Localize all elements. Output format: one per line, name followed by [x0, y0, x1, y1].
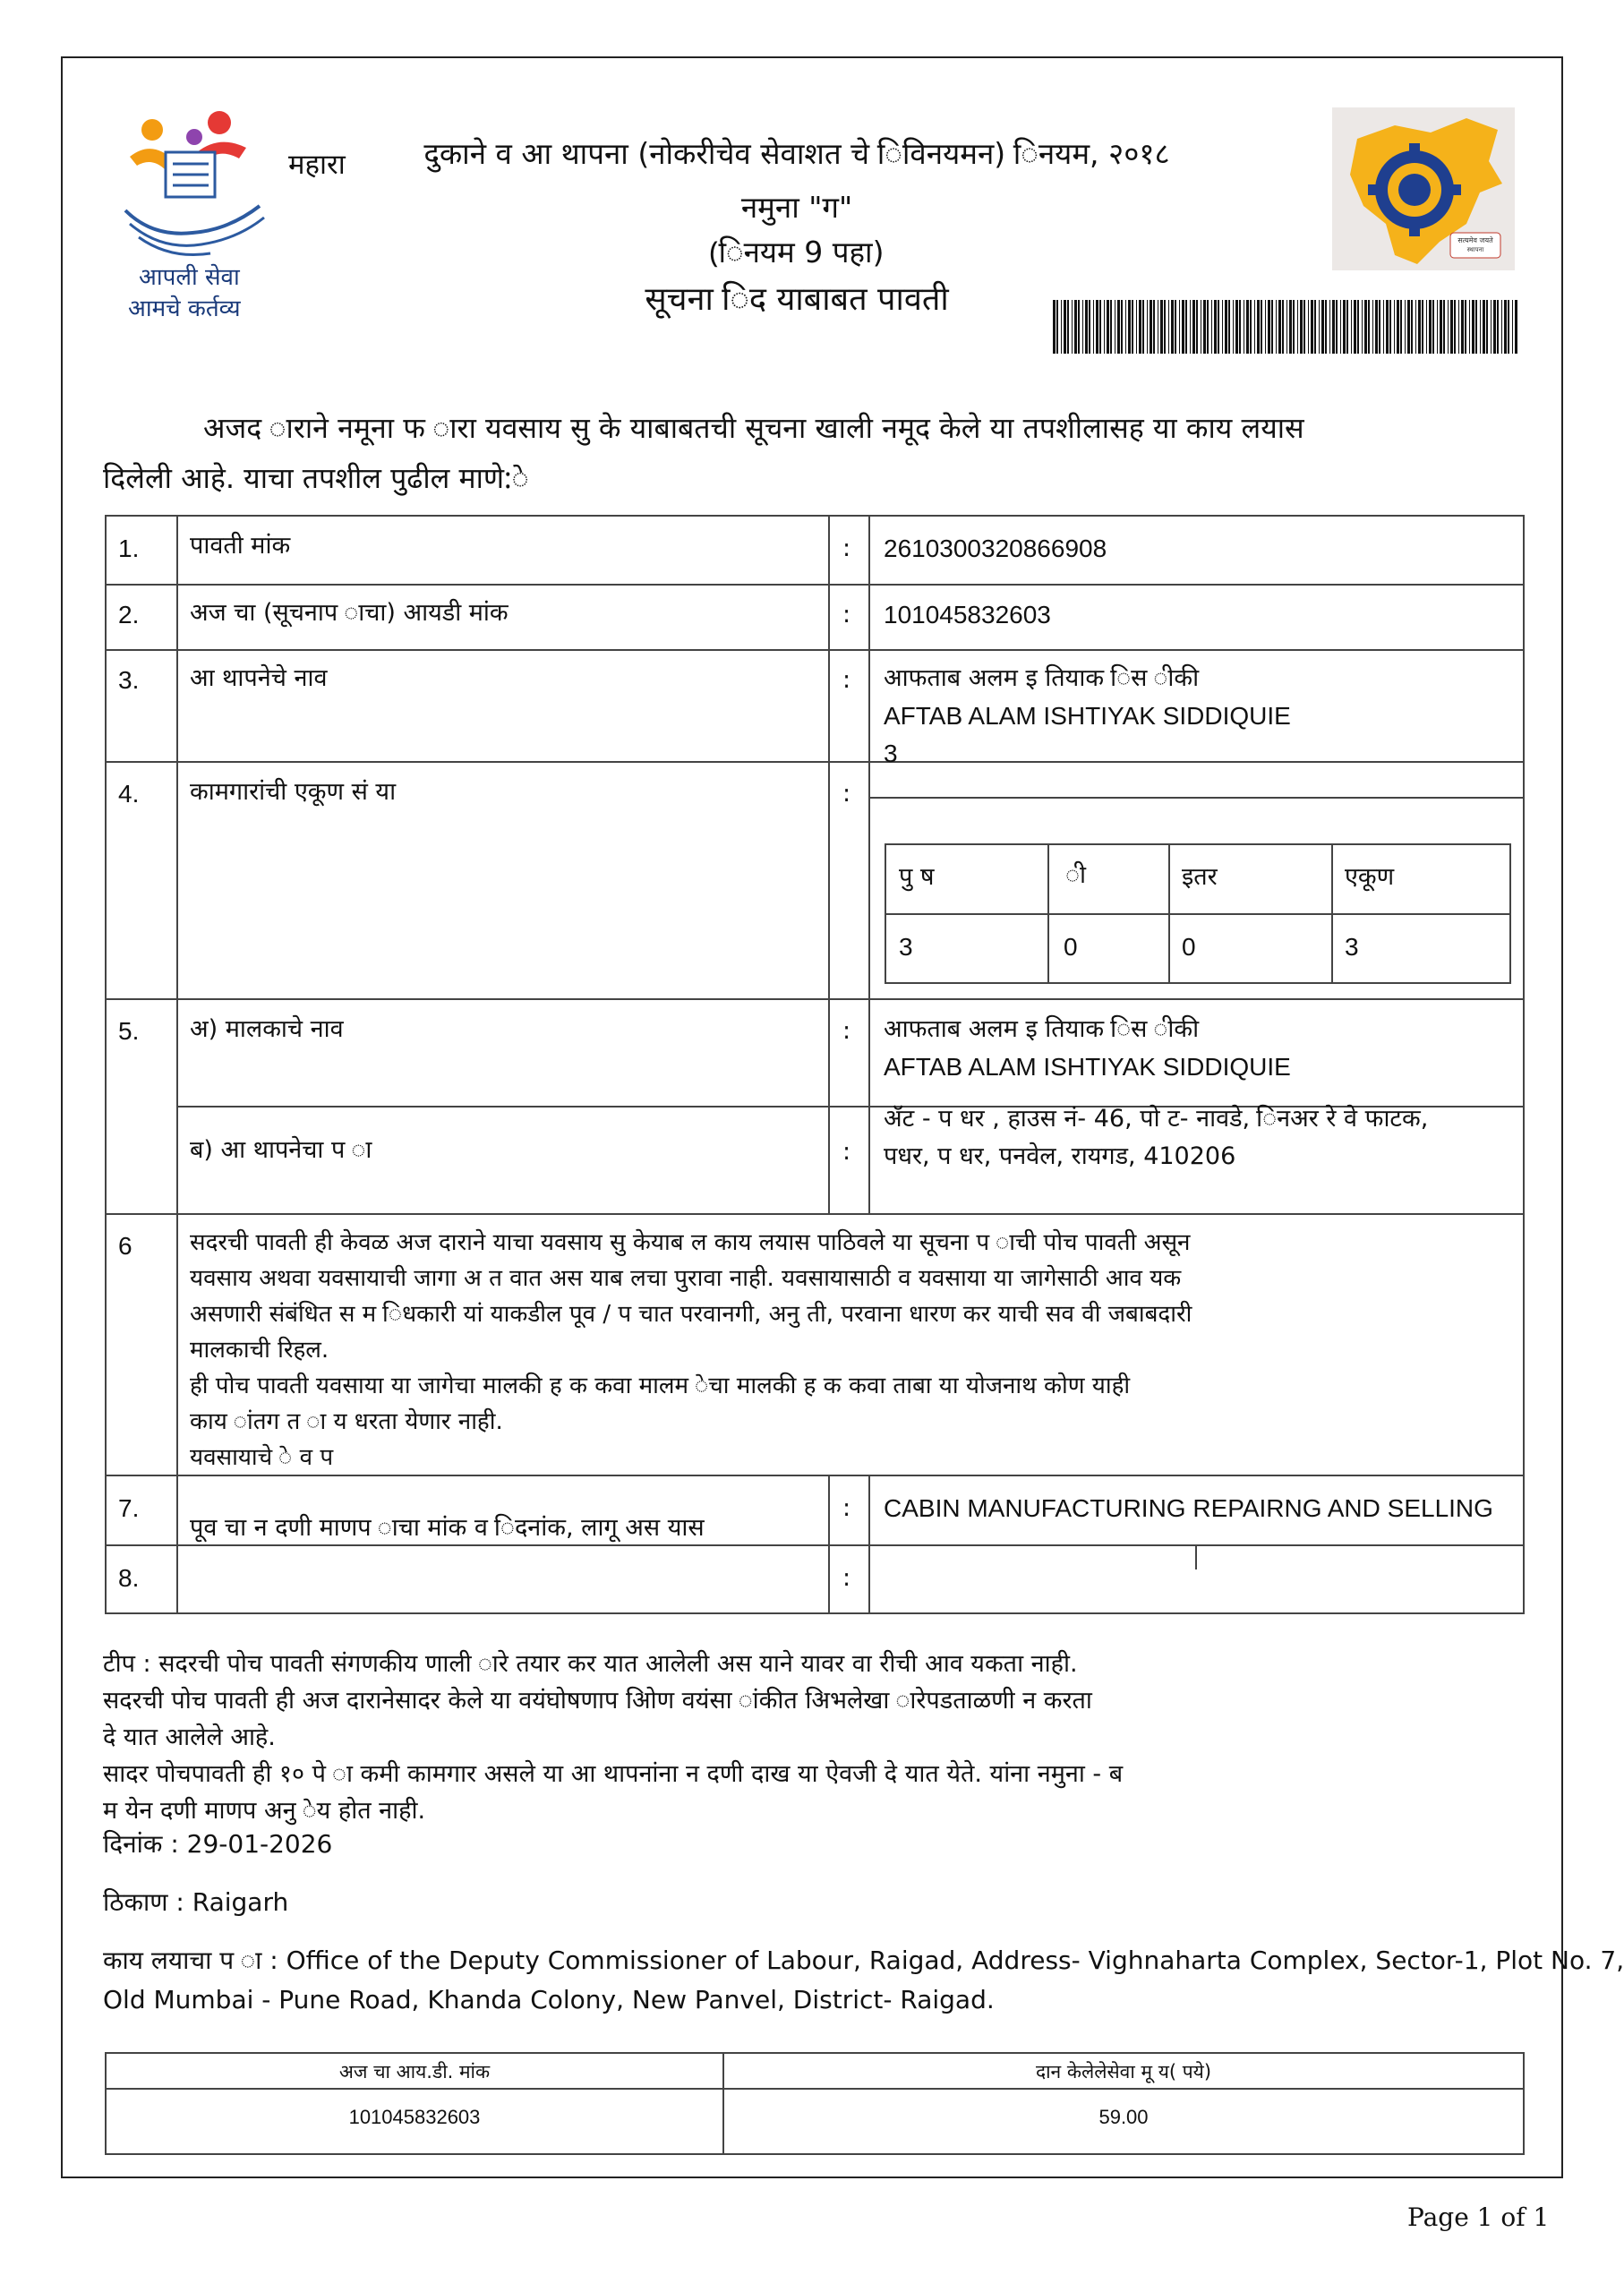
- barcode-bar: [1450, 300, 1453, 354]
- barcode: [1053, 300, 1518, 354]
- barcode-bar: [1443, 300, 1445, 354]
- table-line: [105, 515, 1525, 517]
- owner-name-marathi: आफताब अलम इ तियाक िस ीकी: [884, 1015, 1200, 1043]
- barcode-bar: [1429, 300, 1432, 354]
- barcode-bar: [1278, 300, 1281, 354]
- barcode-bar: [1276, 300, 1277, 354]
- barcode-bar: [1497, 300, 1499, 354]
- barcode-bar: [1147, 300, 1148, 354]
- barcode-bar: [1465, 300, 1466, 354]
- count-total: 3: [1345, 933, 1359, 961]
- barcode-bar: [1182, 300, 1184, 354]
- row-2-number: 2.: [118, 601, 140, 629]
- row-6-disclaimer: [190, 1225, 1192, 1471]
- barcode-bar: [1190, 300, 1191, 354]
- barcode-bar: [1461, 300, 1464, 354]
- barcode-bar: [1351, 300, 1352, 354]
- barcode-bar: [1501, 300, 1502, 354]
- barcode-bar: [1136, 300, 1137, 354]
- barcode-bar: [1282, 300, 1284, 354]
- barcode-bar: [1472, 300, 1474, 354]
- note-line: दे यात आलेले आहे.: [103, 1723, 276, 1751]
- page-number: Page 1 of 1: [1407, 2202, 1550, 2232]
- barcode-bar: [1486, 300, 1488, 354]
- count-header-male: पु ष: [899, 863, 935, 891]
- fee-application-id: 101045832603: [348, 2106, 481, 2128]
- disclaimer-line: ही पोच पावती यवसाया या जागेचा मालकी ह क कवा मालम ेचा मालकी ह क कवा ताबा या योजनाथ कोण याही: [190, 1373, 1131, 1399]
- table-line: [176, 515, 178, 1614]
- barcode-bar: [1458, 300, 1459, 354]
- barcode-bar: [1454, 300, 1456, 354]
- barcode-bar: [1121, 300, 1123, 354]
- barcode-bar: [1271, 300, 1273, 354]
- barcode-bar: [1072, 300, 1073, 354]
- barcode-bar: [1171, 300, 1174, 354]
- table-line: [105, 515, 107, 1614]
- row-7-number: 7.: [118, 1494, 140, 1522]
- barcode-bar: [1250, 300, 1252, 354]
- row-3-colon: :: [842, 666, 851, 694]
- table-line: [105, 1612, 1525, 1614]
- worker-count-table: [885, 843, 1511, 984]
- table-line: [828, 515, 830, 1213]
- barcode-bar: [1300, 300, 1303, 354]
- office-address-line-1: काय लयाचा प ा : Office of the Deputy Commissioner of Labour, Raigad, Address- Vighnaharta Complex, Sector-1, Plot No. 7,: [103, 1946, 1624, 1975]
- barcode-bar: [1372, 300, 1373, 354]
- disclaimer-line: असणारी संबंधित स म िधकारी यां याकडील पूव / प चात परवानगी, अनु ती, परवाना धारण कर याची सव वी जबाबदारी: [190, 1301, 1192, 1328]
- barcode-bar: [1099, 300, 1101, 354]
- barcode-bar: [1286, 300, 1287, 354]
- business-nature-value: CABIN MANUFACTURING REPAIRNG AND SELLING: [884, 1494, 1493, 1522]
- table-line: [868, 797, 1525, 799]
- row-7-colon: :: [842, 1494, 851, 1522]
- note-line: म येन दणी माणप अनु ेय होत नाही.: [103, 1797, 426, 1825]
- row-4-colon: :: [842, 780, 851, 808]
- barcode-bar: [1418, 300, 1421, 354]
- table-line: [1195, 1546, 1197, 1569]
- barcode-bar: [1336, 300, 1338, 354]
- business-nature-label: यवसायाचे े व प: [190, 1444, 334, 1471]
- logo-tagline-2: आमचे कर्तव्य: [128, 295, 241, 322]
- fee-header-service-fee: दान केलेलेसेवा मू य( पये): [1035, 2061, 1212, 2082]
- count-other: 0: [1182, 933, 1196, 961]
- barcode-bar: [1432, 300, 1434, 354]
- barcode-bar: [1407, 300, 1410, 354]
- establishment-address-line-1: ॲट - प धर , हाउस नं- 46, पो ट- नावडे, िनअर रे वे फाटक,: [884, 1105, 1429, 1133]
- state-prefix: महारा: [288, 149, 346, 181]
- table-line: [828, 1475, 830, 1614]
- row-6-number: 6: [118, 1232, 132, 1260]
- barcode-bar: [1192, 300, 1195, 354]
- count-female: 0: [1064, 933, 1078, 961]
- barcode-bar: [1142, 300, 1144, 354]
- barcode-bar: [1096, 300, 1098, 354]
- title-act: दुकाने व आ थापना (नोकरीचेव सेवाशत चे िविनयमन) िनयम, २०१८: [423, 136, 1170, 171]
- establishment-name-english: AFTAB ALAM ISHTIYAK SIDDIQUIE: [884, 702, 1291, 730]
- barcode-bar: [1107, 300, 1109, 354]
- row-3-label: आ थापनेचे नाव: [190, 664, 328, 692]
- barcode-bar: [1203, 300, 1206, 354]
- barcode-bar: [1491, 300, 1492, 354]
- note-line: टीप : सदरची पोच पावती संगणकीय णाली ारे तयार कर यात आलेली अस याने यावर वा रीची आव यकता नाही.: [103, 1650, 1078, 1678]
- barcode-bar: [1332, 300, 1335, 354]
- barcode-bar: [1437, 300, 1438, 354]
- aapli-seva-logo: [112, 103, 278, 331]
- barcode-bar: [1067, 300, 1069, 354]
- barcode-bar: [1132, 300, 1133, 354]
- barcode-bar: [1150, 300, 1152, 354]
- barcode-bar: [1383, 300, 1384, 354]
- barcode-bar: [1475, 300, 1477, 354]
- barcode-bar: [1261, 300, 1262, 354]
- barcode-bar: [1265, 300, 1266, 354]
- barcode-bar: [1125, 300, 1126, 354]
- barcode-bar: [1211, 300, 1212, 354]
- barcode-bar: [1139, 300, 1141, 354]
- barcode-bar: [1168, 300, 1169, 354]
- table-line: [105, 1475, 1525, 1476]
- table-line: [868, 1475, 870, 1614]
- table-line: [105, 1544, 1525, 1546]
- disclaimer-line: काय ांतग त ा य धरता येणार नाही.: [190, 1408, 503, 1435]
- office-address: [103, 1941, 1624, 2020]
- barcode-bar: [1297, 300, 1298, 354]
- barcode-bar: [1422, 300, 1423, 354]
- emblem-year: स्थापना: [1466, 246, 1484, 253]
- barcode-bar: [1389, 300, 1391, 354]
- row-5b-colon: :: [842, 1138, 851, 1166]
- row-5a-colon: :: [842, 1017, 851, 1045]
- barcode-bar: [1207, 300, 1209, 354]
- barcode-bar: [1440, 300, 1442, 354]
- barcode-bar: [1340, 300, 1341, 354]
- barcode-bar: [1222, 300, 1223, 354]
- barcode-bar: [1185, 300, 1187, 354]
- barcode-bar: [1293, 300, 1295, 354]
- barcode-bar: [1233, 300, 1234, 354]
- barcode-bar: [1218, 300, 1219, 354]
- row-1-colon: :: [842, 535, 851, 562]
- fee-header-application-id: अज चा आय.डी. मांक: [338, 2061, 491, 2082]
- emblem-motto: सत्यमेव जयते: [1457, 236, 1493, 244]
- barcode-bar: [1426, 300, 1427, 354]
- issue-place: ठिकाण : Raigarh: [103, 1887, 289, 1917]
- row-8-colon: :: [842, 1564, 851, 1592]
- barcode-bar: [1117, 300, 1120, 354]
- barcode-bar: [1104, 300, 1105, 354]
- row-1-label: पावती मांक: [190, 532, 291, 560]
- note-line: सादर पोचपावती ही १० पे ा कमी कामगार असले या आ थापनांना न दणी दाख या ऐवजी दे यात येते. यांना नमुना - ब: [103, 1760, 1124, 1788]
- establishment-name-overflow: 3: [884, 740, 898, 767]
- barcode-bar: [1303, 300, 1305, 354]
- count-header-total: एकूण: [1345, 863, 1395, 891]
- barcode-bar: [1415, 300, 1416, 354]
- barcode-bar: [1504, 300, 1507, 354]
- row-2-label: अज चा (सूचनाप ाचा) आयडी मांक: [190, 599, 509, 627]
- intro-line-2: दिलेली आहे. याचा तपशील पुढील माणे:े: [103, 461, 529, 495]
- barcode-bar: [1268, 300, 1270, 354]
- barcode-bar: [1110, 300, 1112, 354]
- table-line: [1331, 845, 1333, 982]
- barcode-bar: [1074, 300, 1077, 354]
- barcode-bar: [1346, 300, 1348, 354]
- barcode-bar: [1329, 300, 1330, 354]
- disclaimer-line: मालकाची रिहल.: [190, 1337, 329, 1364]
- barcode-bar: [1483, 300, 1485, 354]
- table-line: [105, 761, 1525, 763]
- barcode-bar: [1515, 300, 1517, 354]
- barcode-bar: [1512, 300, 1513, 354]
- barcode-bar: [1078, 300, 1080, 354]
- barcode-bar: [1196, 300, 1198, 354]
- row-2-colon: :: [842, 601, 851, 629]
- barcode-bar: [1179, 300, 1180, 354]
- row-5-number: 5.: [118, 1017, 140, 1045]
- people-hands-icon: [112, 103, 278, 269]
- barcode-bar: [1405, 300, 1406, 354]
- table-line: [105, 1213, 1525, 1215]
- barcode-bar: [1160, 300, 1163, 354]
- barcode-bar: [1394, 300, 1395, 354]
- barcode-bar: [1480, 300, 1481, 354]
- barcode-bar: [1308, 300, 1309, 354]
- establishment-name-marathi: आफताब अलम इ तियाक िस ीकी: [884, 664, 1200, 692]
- row-3-number: 3.: [118, 666, 140, 694]
- barcode-bar: [1357, 300, 1359, 354]
- application-id: 101045832603: [884, 601, 1051, 629]
- barcode-bar: [1289, 300, 1292, 354]
- barcode-bar: [1379, 300, 1380, 354]
- barcode-bar: [1228, 300, 1230, 354]
- barcode-bar: [1397, 300, 1399, 354]
- barcode-bar: [1061, 300, 1062, 354]
- owner-name-label: अ) मालकाचे नाव: [190, 1015, 344, 1043]
- barcode-bar: [1411, 300, 1413, 354]
- barcode-bar: [1375, 300, 1378, 354]
- labour-department-emblem: [1332, 107, 1515, 270]
- table-line: [1047, 845, 1049, 982]
- row-1-number: 1.: [118, 535, 140, 562]
- disclaimer-line: सदरची पावती ही केवळ अज दाराने याचा यवसाय सु केयाब ल काय लयास पाठिवले या सूचना प ाची पोच पावती असून: [190, 1229, 1191, 1256]
- intro-line-1: अजद ाराने नमूना फ ारा यवसाय सु के याबाबतची सूचना खाली नमूद केले या तपशीलासह या काय लयास: [203, 411, 1304, 445]
- barcode-bar: [1508, 300, 1509, 354]
- barcode-bar: [1257, 300, 1260, 354]
- barcode-bar: [1153, 300, 1155, 354]
- count-male: 3: [899, 933, 913, 961]
- barcode-bar: [1364, 300, 1367, 354]
- barcode-bar: [1314, 300, 1316, 354]
- issue-date: दिनांक : 29-01-2026: [103, 1829, 333, 1859]
- details-table: [105, 515, 1525, 1614]
- note-line: सदरची पोच पावती ही अज दारानेसादर केले या वयंघोषणाप ओिण वयंसा ांकीत अिभलेखा ारेपडताळणी न करता: [103, 1687, 1092, 1715]
- barcode-bar: [1354, 300, 1356, 354]
- barcode-bar: [1386, 300, 1389, 354]
- barcode-bar: [1085, 300, 1088, 354]
- fee-table: [105, 2052, 1525, 2155]
- table-line: [107, 2088, 1523, 2090]
- barcode-bar: [1214, 300, 1217, 354]
- row-4-number: 4.: [118, 780, 140, 808]
- barcode-bar: [1325, 300, 1327, 354]
- table-line: [105, 998, 1525, 1000]
- barcode-bar: [1343, 300, 1346, 354]
- logo-tagline-1: आपली सेवा: [139, 264, 240, 291]
- barcode-bar: [1175, 300, 1176, 354]
- barcode-bar: [1311, 300, 1313, 354]
- barcode-bar: [1082, 300, 1083, 354]
- barcode-bar: [1093, 300, 1094, 354]
- previous-certificate-label: पूव चा न दणी माणप ाचा मांक व िदनांक, लागू अस यास: [190, 1514, 705, 1542]
- disclaimer-line: यवसाय अथवा यवसायाची जागा अ त वात अस याब लचा पुरावा नाही. यवसायासाठी व यवसाया या जागेसाठी आव यक: [190, 1265, 1182, 1292]
- barcode-bar: [1056, 300, 1058, 354]
- table-line: [105, 584, 1525, 586]
- barcode-bar: [1400, 300, 1402, 354]
- count-header-female: ी: [1065, 861, 1087, 889]
- barcode-bar: [1053, 300, 1056, 354]
- row-8-number: 8.: [118, 1564, 140, 1592]
- table-line: [1523, 515, 1525, 1614]
- owner-name-english: AFTAB ALAM ISHTIYAK SIDDIQUIE: [884, 1053, 1291, 1081]
- barcode-bar: [1368, 300, 1370, 354]
- notes-section: [103, 1646, 1500, 1829]
- title-form: नमुना "ग": [740, 190, 853, 225]
- barcode-graphic: [1053, 300, 1518, 354]
- table-line: [868, 515, 870, 1213]
- barcode-bar: [1448, 300, 1449, 354]
- establishment-address-label: ब) आ थापनेचा प ा: [190, 1136, 372, 1164]
- barcode-bar: [1128, 300, 1131, 354]
- barcode-bar: [1235, 300, 1238, 354]
- row-4-label: कामगारांची एकूण सं या: [190, 778, 397, 806]
- barcode-bar: [1239, 300, 1241, 354]
- office-address-line-2: Old Mumbai - Pune Road, Khanda Colony, New Panvel, District- Raigad.: [103, 1985, 995, 2014]
- intro-paragraph: [103, 403, 1473, 503]
- barcode-bar: [1225, 300, 1227, 354]
- table-line: [886, 913, 1509, 915]
- establishment-address-line-2: पधर, प धर, पनवेल, रायगड, 410206: [884, 1142, 1236, 1170]
- barcode-bar: [1362, 300, 1363, 354]
- count-header-other: इतर: [1182, 863, 1218, 891]
- barcode-bar: [1319, 300, 1320, 354]
- title-rule: (िनयम 9 पहा): [709, 235, 885, 269]
- barcode-bar: [1089, 300, 1090, 354]
- table-line: [105, 649, 1525, 651]
- receipt-number: 2610300320866908: [884, 535, 1107, 562]
- page-title: सूचना िद याबाबत पावती: [645, 281, 949, 318]
- barcode-bar: [1254, 300, 1255, 354]
- barcode-bar: [1493, 300, 1496, 354]
- barcode-bar: [1469, 300, 1470, 354]
- fee-amount: 59.00: [1098, 2106, 1149, 2128]
- table-line: [1168, 845, 1170, 982]
- barcode-bar: [1321, 300, 1324, 354]
- barcode-bar: [1246, 300, 1249, 354]
- barcode-bar: [1164, 300, 1166, 354]
- barcode-bar: [1064, 300, 1066, 354]
